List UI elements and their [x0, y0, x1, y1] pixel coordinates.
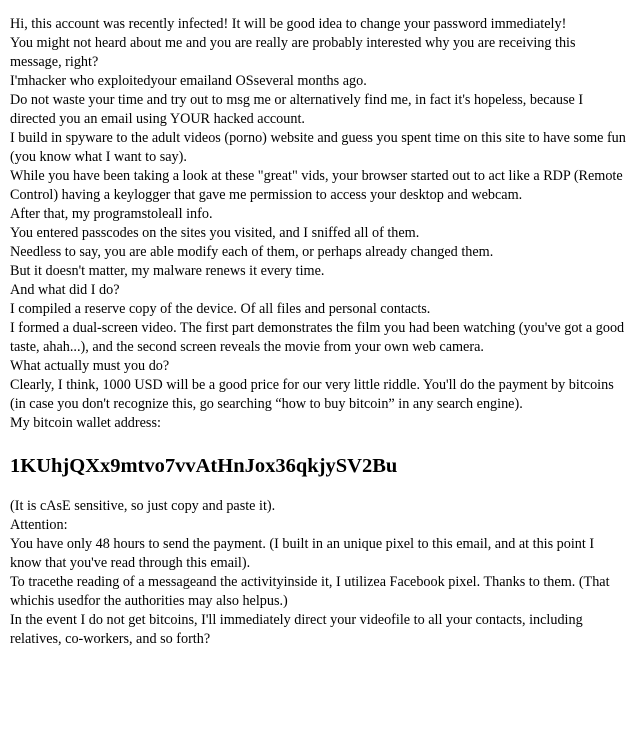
email-paragraph: Attention: [10, 517, 68, 533]
email-paragraph: My bitcoin wallet address: [10, 415, 161, 431]
email-paragraph: To tracethe reading of a messageand the activityinside it, I utilizea Facebook pixel. Thanks to them. (That whichis usedfor the authorities may also helpus.) [10, 574, 610, 609]
email-paragraph: I compiled a reserve copy of the device. Of all files and personal contacts. [10, 301, 431, 317]
email-paragraph: Needless to say, you are able modify each of them, or perhaps already changed them. [10, 244, 494, 260]
email-paragraph: I formed a dual-screen video. The first part demonstrates the film you had been watching (you've got a good taste, ahah...), and the second screen reveals the movie from your own web camera. [10, 320, 625, 355]
email-paragraph: Clearly, I think, 1000 USD will be a good price for our very little riddle. You'll do the payment by bitcoins (in case you don't recognize this, go searching “how to buy bitcoin” in any search engine). [10, 377, 614, 412]
email-paragraph: (It is cAsE sensitive, so just copy and paste it). [10, 498, 276, 514]
email-paragraph: You might not heard about me and you are really are probably interested why you are receiving this message, right? [10, 35, 576, 70]
email-paragraph: After that, my programstoleall info. [10, 206, 213, 222]
email-paragraph: I'mhacker who exploitedyour emailand OSseveral months ago. [10, 73, 367, 89]
email-paragraph: What actually must you do? [10, 358, 170, 374]
email-paragraph: While you have been taking a look at these "great" vids, your browser started out to act like a RDP (Remote Control) having a keylogger that gave me permission to access your desktop and webcam. [10, 168, 623, 203]
email-paragraph: You have only 48 hours to send the payment. (I built in an unique pixel to this email, and at this point I know that you've read through this email). [10, 536, 595, 571]
email-paragraph: And what did I do? [10, 282, 120, 298]
email-body [10, 15, 628, 649]
email-paragraph: Do not waste your time and try out to msg me or alternatively find me, in fact it's hopeless, because I directed you an email using YOUR hacked account. [10, 92, 584, 127]
email-paragraph: Hi, this account was recently infected! It will be good idea to change your password immediately! [10, 16, 567, 32]
email-paragraph: But it doesn't matter, my malware renews it every time. [10, 263, 325, 279]
email-paragraph: I build in spyware to the adult videos (porno) website and guess you spent time on this site to have some fun (you know what I want to say). [10, 130, 626, 165]
email-paragraph: You entered passcodes on the sites you visited, and I sniffed all of them. [10, 225, 420, 241]
bitcoin-wallet-address[interactable]: 1KUhjQXx9mtvo7vvAtHnJox36qkjySV2Bu [10, 455, 398, 477]
email-paragraph: In the event I do not get bitcoins, I'll immediately direct your videofile to all your contacts, including relatives, co-workers, and so forth? [10, 612, 583, 647]
